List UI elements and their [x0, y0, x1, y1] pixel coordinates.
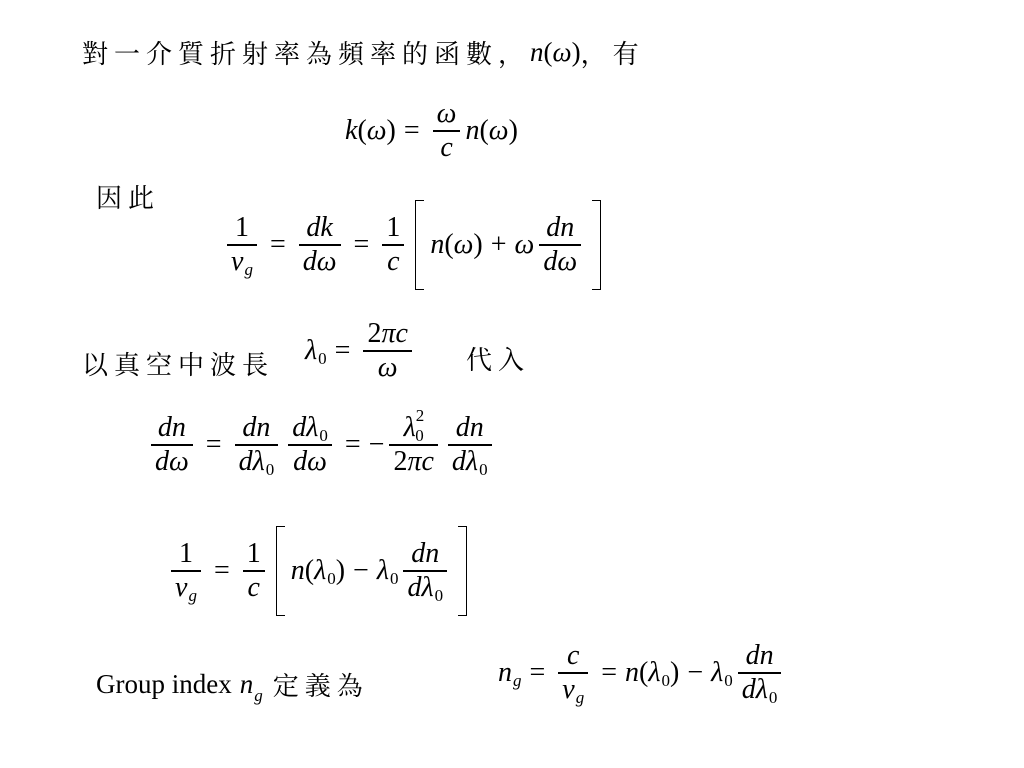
n-omega-inline: n(ω) [530, 37, 581, 67]
omega-over-c: $\frac{\omega}{c}$ [433, 98, 461, 164]
equation-group-velocity-omega: 1 v g = d k d ω = $\frac{1}{c}$ n ( ω ) + ω d n d ω [222, 200, 607, 290]
equation-group-index: n g = c v g = n ( λ 0 ) − λ 0 d n d λ 0 [498, 640, 786, 706]
intro-line [82, 34, 645, 71]
defined-as-label: 定義為 [272, 672, 369, 702]
therefore-label: 因此 [96, 184, 161, 214]
group-index-label: Group index [96, 669, 232, 699]
substitute-suffix: 代入 [466, 346, 531, 376]
substitute-prefix: 以真空中波長 [82, 351, 275, 381]
equation-lambda0: λ 0 = 2 π c ω [305, 318, 417, 384]
equation-k-omega: k ( ω ) = $\frac{\omega}{c}$ n ( ω ) [345, 98, 518, 163]
equation-dn-domega: d n d ω = d n d λ 0 d λ 0 d ω = − λ 2 0 2 π c d n d λ 0 [146, 412, 497, 478]
intro-text: 對一介質折射率為頻率的函數， [82, 40, 531, 70]
intro-tail: ，有 [580, 40, 645, 70]
equation-group-velocity-lambda: 1 v g = $\frac{1}{c}$ n ( λ 0 ) − λ 0 d n d λ 0 [166, 526, 473, 616]
group-index-line: Group index $n_g$ 定義為 [96, 666, 369, 703]
